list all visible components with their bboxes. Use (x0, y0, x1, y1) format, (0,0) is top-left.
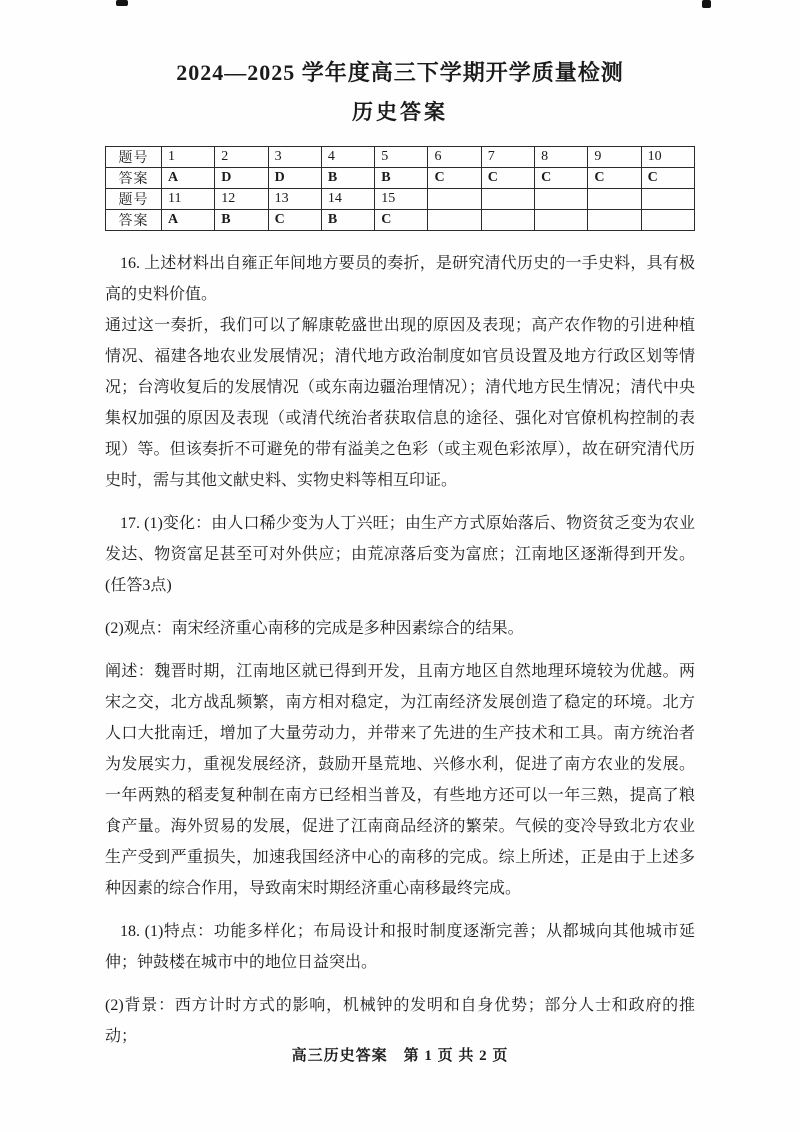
question-number-cell (535, 189, 588, 210)
row-label: 题号 (106, 147, 162, 168)
question-number-cell: 8 (535, 147, 588, 168)
question-number-cell: 9 (588, 147, 641, 168)
answer-16-explanation: 通过这一奏折，我们可以了解康乾盛世出现的原因及表现；高产农作物的引进种植情况、福建各地农业发展情况；清代地方政治制度如官员设置及地方行政区划等情况；台湾收复后的发展情况（或东南边疆治理情况）；清代地方民生情况；清代中央集权加强的原因及表现（或清代统治者获取信息的途径、强化对官僚机构控制的表现）等。但该奏折不可避免的带有溢美之色彩（或主观色彩浓厚），故在研究清代历史时，需与其他文献史料、实物史料等相互印证。 (105, 317, 695, 489)
question-number-cell: 7 (481, 147, 534, 168)
answer-cell: D (268, 168, 321, 189)
question-number-cell (481, 189, 534, 210)
question-number-cell (588, 189, 641, 210)
question-number-cell: 5 (375, 147, 428, 168)
answer-cell: C (588, 168, 641, 189)
answer-cell: C (268, 210, 321, 231)
answer-cell: D (215, 168, 268, 189)
answer-cell: B (375, 168, 428, 189)
question-number-row-2 (106, 189, 695, 210)
document-header (0, 0, 800, 125)
scan-artifact-left (116, 0, 128, 6)
answer-key-table (105, 146, 695, 231)
answer-cell (535, 210, 588, 231)
row-label: 答案 (106, 210, 162, 231)
answer-row-2 (106, 210, 695, 231)
question-number-cell: 4 (321, 147, 374, 168)
page-footer: 高三历史答案 第 1 页 共 2 页 (291, 1048, 509, 1064)
answer-cell: C (535, 168, 588, 189)
question-number-cell: 12 (215, 189, 268, 210)
question-number-cell: 11 (162, 189, 215, 210)
answer-cell: C (641, 168, 694, 189)
answer-cell: B (321, 210, 374, 231)
question-number-cell: 2 (215, 147, 268, 168)
answer-cell: A (162, 168, 215, 189)
question-number-cell (428, 189, 481, 210)
question-number-cell: 6 (428, 147, 481, 168)
answer-cell: B (215, 210, 268, 231)
answer-cell: C (481, 168, 534, 189)
question-number-cell: 3 (268, 147, 321, 168)
question-number-cell: 15 (375, 189, 428, 210)
question-number-cell: 13 (268, 189, 321, 210)
answer-cell: C (428, 168, 481, 189)
content-area (105, 146, 695, 1052)
answer-cell (428, 210, 481, 231)
answer-16-paragraph: 16. 上述材料出自雍正年间地方要员的奏折，是研究清代历史的一手史料，具有极高的史料价值。 (105, 255, 695, 303)
question-number-cell: 1 (162, 147, 215, 168)
answer-cell: C (375, 210, 428, 231)
answer-row-1 (106, 168, 695, 189)
exam-title: 2024—2025 学年度高三下学期开学质量检测 (176, 60, 624, 85)
scan-artifact-right (702, 0, 711, 8)
row-label: 题号 (106, 189, 162, 210)
question-number-cell: 10 (641, 147, 694, 168)
question-number-cell (641, 189, 694, 210)
answers-body (105, 248, 695, 1052)
answer-17-part1: 17. (1)变化：由人口稀少变为人丁兴旺；由生产方式原始落后、物资贫乏变为农业发达、物资富足甚至可对外供应；由荒凉落后变为富庶；江南地区逐渐得到开发。(任答3点) (105, 515, 695, 594)
answer-cell: B (321, 168, 374, 189)
answer-18-part1: 18. (1)特点：功能多样化；布局设计和报时制度逐渐完善；从都城向其他城市延伸；钟鼓楼在城市中的地位日益突出。 (105, 923, 695, 971)
question-number-cell: 14 (321, 189, 374, 210)
answer-18-part2: (2)背景：西方计时方式的影响，机械钟的发明和自身优势；部分人士和政府的推动； (105, 997, 695, 1045)
question-number-row-1 (106, 147, 695, 168)
answer-cell (588, 210, 641, 231)
answer-17-elaboration: 阐述：魏晋时期，江南地区就已得到开发，且南方地区自然地理环境较为优越。两宋之交，北方战乱频繁，南方相对稳定，为江南经济发展创造了稳定的环境。北方人口大批南迁，增加了大量劳动力，并带来了先进的生产技术和工具。南方统治者为发展实力，重视发展经济，鼓励开垦荒地、兴修水利，促进了南方农业的发展。一年两熟的稻麦复种制在南方已经相当普及，有些地方还可以一年三熟，提高了粮食产量。海外贸易的发展，促进了江南商品经济的繁荣。气候的变冷导致北方农业生产受到严重损失，加速我国经济中心的南移的完成。综上所述，正是由于上述多种因素的综合作用，导致南宋时期经济重心南移最终完成。 (105, 663, 695, 897)
answers-heading: 历史答案 (352, 100, 448, 124)
answer-cell: A (162, 210, 215, 231)
row-label: 答案 (106, 168, 162, 189)
answer-cell (481, 210, 534, 231)
answer-cell (641, 210, 694, 231)
answer-17-part2-view: (2)观点：南宋经济重心南移的完成是多种因素综合的结果。 (105, 620, 524, 637)
